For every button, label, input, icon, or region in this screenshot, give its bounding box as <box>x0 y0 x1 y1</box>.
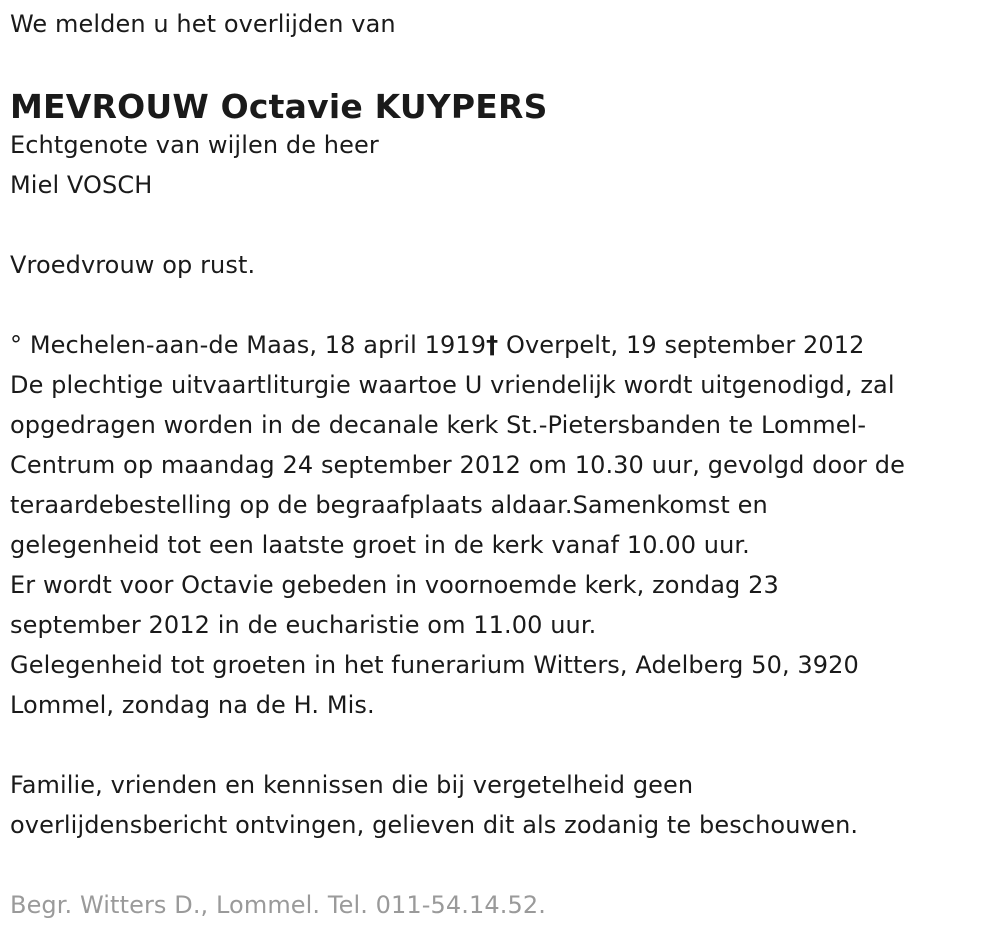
body-line: Er wordt voor Octavie gebeden in voornoemde kerk, zondag 23 <box>10 571 779 599</box>
body-line: gelegenheid tot een laatste groet in de kerk vanaf 10.00 uur. <box>10 531 750 559</box>
spacer <box>10 205 995 245</box>
body-line: Lommel, zondag na de H. Mis. <box>10 691 375 719</box>
spacer <box>10 44 995 84</box>
death-place-date: Overpelt, 19 september 2012 <box>505 331 865 359</box>
body-line: opgedragen worden in de decanale kerk St.-Pietersbanden te Lommel- <box>10 411 867 439</box>
spacer <box>10 845 995 885</box>
cross-icon: † <box>486 331 499 359</box>
birth-symbol: ° <box>10 331 23 359</box>
occupation-text: Vroedvrouw op rust. <box>10 251 256 279</box>
body-line: september 2012 in de eucharistie om 11.00 uur. <box>10 611 597 639</box>
body-line: Centrum op maandag 24 september 2012 om 10.30 uur, gevolgd door de <box>10 451 905 479</box>
deceased-name: MEVROUW Octavie KUYPERS <box>10 87 548 126</box>
relation-text: Echtgenote van wijlen de heer <box>10 131 379 159</box>
death-notice <box>10 4 995 925</box>
body-line: De plechtige uitvaartliturgie waartoe U vriendelijk wordt uitgenodigd, zal <box>10 371 895 399</box>
birth-place-date: Mechelen-aan-de Maas, 18 april 1919 <box>29 331 487 359</box>
family-line: Familie, vrienden en kennissen die bij vergetelheid geen <box>10 771 694 799</box>
spouse-name: Miel VOSCH <box>10 171 153 199</box>
spacer <box>10 285 995 325</box>
family-line: overlijdensbericht ontvingen, gelieven dit als zodanig te beschouwen. <box>10 811 859 839</box>
undertaker-footer: Begr. Witters D., Lommel. Tel. 011-54.14.52. <box>10 891 546 919</box>
body-line: teraardebestelling op de begraafplaats aldaar.Samenkomst en <box>10 491 768 519</box>
body-line: Gelegenheid tot groeten in het funerarium Witters, Adelberg 50, 3920 <box>10 651 859 679</box>
birth-death-line <box>10 325 995 365</box>
spacer <box>10 725 995 765</box>
intro-text: We melden u het overlijden van <box>10 10 396 38</box>
